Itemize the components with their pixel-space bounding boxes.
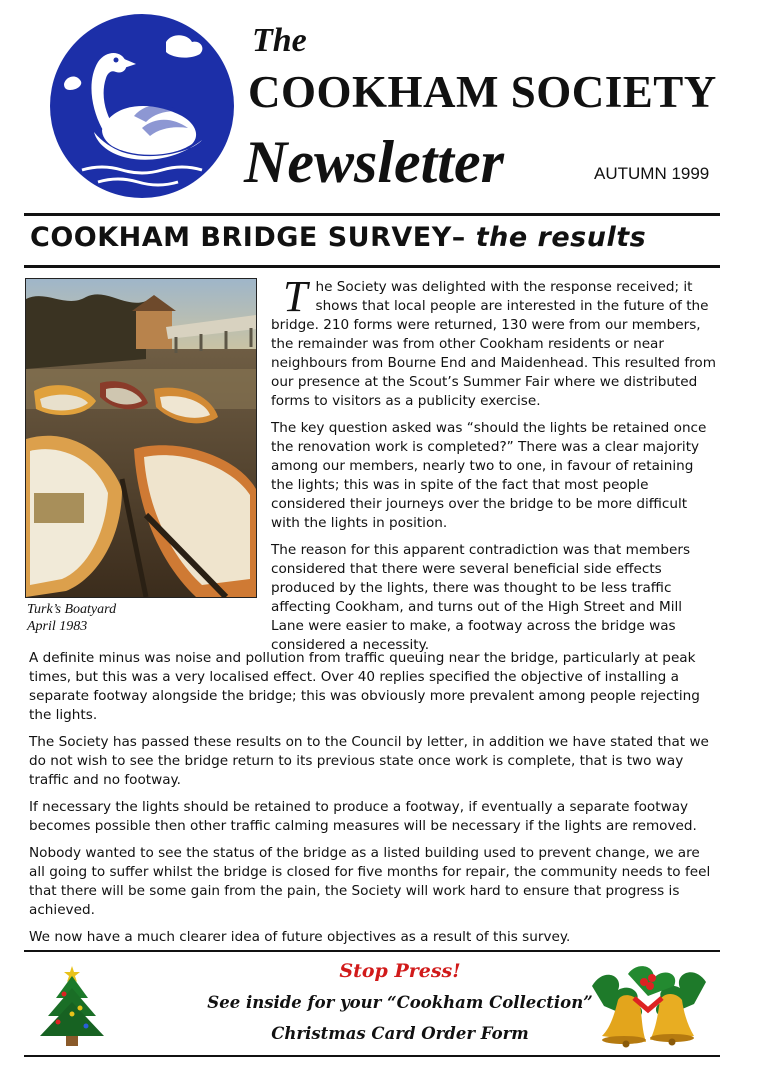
rule-divider-footer-top	[24, 950, 720, 952]
swan-logo-icon	[42, 12, 242, 200]
stop-press-line-2: Christmas Card Order Form	[271, 1024, 529, 1043]
boatyard-photo-icon	[25, 278, 257, 598]
article-paragraph-6: If necessary the lights should be retained to produce a footway, if eventually a separate footway becomes possible then other traffic calming measures will be necessary if the lights are removed.	[29, 799, 697, 834]
caption-line-1: Turk’s Boatyard	[27, 602, 117, 617]
stop-press-line-1: See inside for your “Cookham Collection”	[207, 993, 593, 1012]
article-paragraph-1	[271, 272, 716, 411]
masthead-newsletter: Newsletter	[244, 129, 504, 195]
masthead-the: The	[252, 22, 307, 59]
article-paragraph-5: The Society has passed these results on to the Council by letter, in addition we have stated that we do not wish to see the bridge return to its previous state once work is complete, that is two way traffic and no footway.	[29, 734, 709, 788]
headline-sub: the results	[475, 222, 647, 253]
rule-divider-top	[24, 213, 720, 216]
stop-press-title: Stop Press!	[339, 960, 461, 982]
article-paragraph-7: Nobody wanted to see the status of the bridge as a listed building used to prevent change, we are all going to suffer whilst the bridge is closed for five months for repair, the community needs to feel that there will be some gain from the pain, the Society will work hard to ensure that progress is achieved.	[29, 845, 711, 918]
caption-line-2: April 1983	[27, 619, 88, 634]
article-column-full	[29, 649, 719, 955]
masthead-society-name: COOKHAM SOCIETY	[248, 67, 717, 117]
drop-cap: T	[283, 272, 308, 321]
article-paragraph-8: We now have a much clearer idea of future objectives as a result of this survey.	[29, 929, 571, 945]
article-paragraph-3: The reason for this apparent contradiction was that members considered that there were several beneficial side effects produced by the lights, there was thought to be less traffic affecting Cookham, and turns out of the High Street and Mill Lane were easier to make, a footway across the bridge was considered a necessity.	[271, 542, 691, 653]
article-paragraph-2: The key question asked was “should the lights be retained once the renovation work is completed?” There was a clear majority among our members, nearly two to one, in favour of retaining the lights; this was in spite of the fact that most people considered their journeys over the bridge to be more difficult with the lights in position.	[271, 420, 707, 531]
issue-date: AUTUMN 1999	[594, 164, 710, 183]
rule-divider-title	[24, 265, 720, 268]
paragraph-1-text: he Society was delighted with the response received; it shows that local people are interested in the future of the bridge. 210 forms were returned, 130 were from our members, the remainder was from other Cookham residents or near neighbours from Bourne End and Maidenhead. This resulted from our presence at the Scout’s Summer Fair where we distributed forms to visitors as a publicity exercise.	[271, 279, 716, 409]
christmas-bells-icon	[584, 956, 714, 1048]
rule-divider-footer-bottom	[24, 1055, 720, 1057]
photo-caption	[27, 601, 247, 635]
article-headline	[30, 222, 720, 253]
article-paragraph-4: A definite minus was noise and pollution from traffic queuing near the bridge, particularly at peak times, but this was a very localised effect. Over 40 replies specified the objective of installing a separate footway alongside the bridge; this was obviously more prevalent among people rejecting the lights.	[29, 650, 700, 723]
article-column-right	[271, 272, 716, 663]
headline-main: COOKHAM BRIDGE SURVEY–	[30, 222, 466, 253]
christmas-tree-icon	[34, 962, 110, 1048]
